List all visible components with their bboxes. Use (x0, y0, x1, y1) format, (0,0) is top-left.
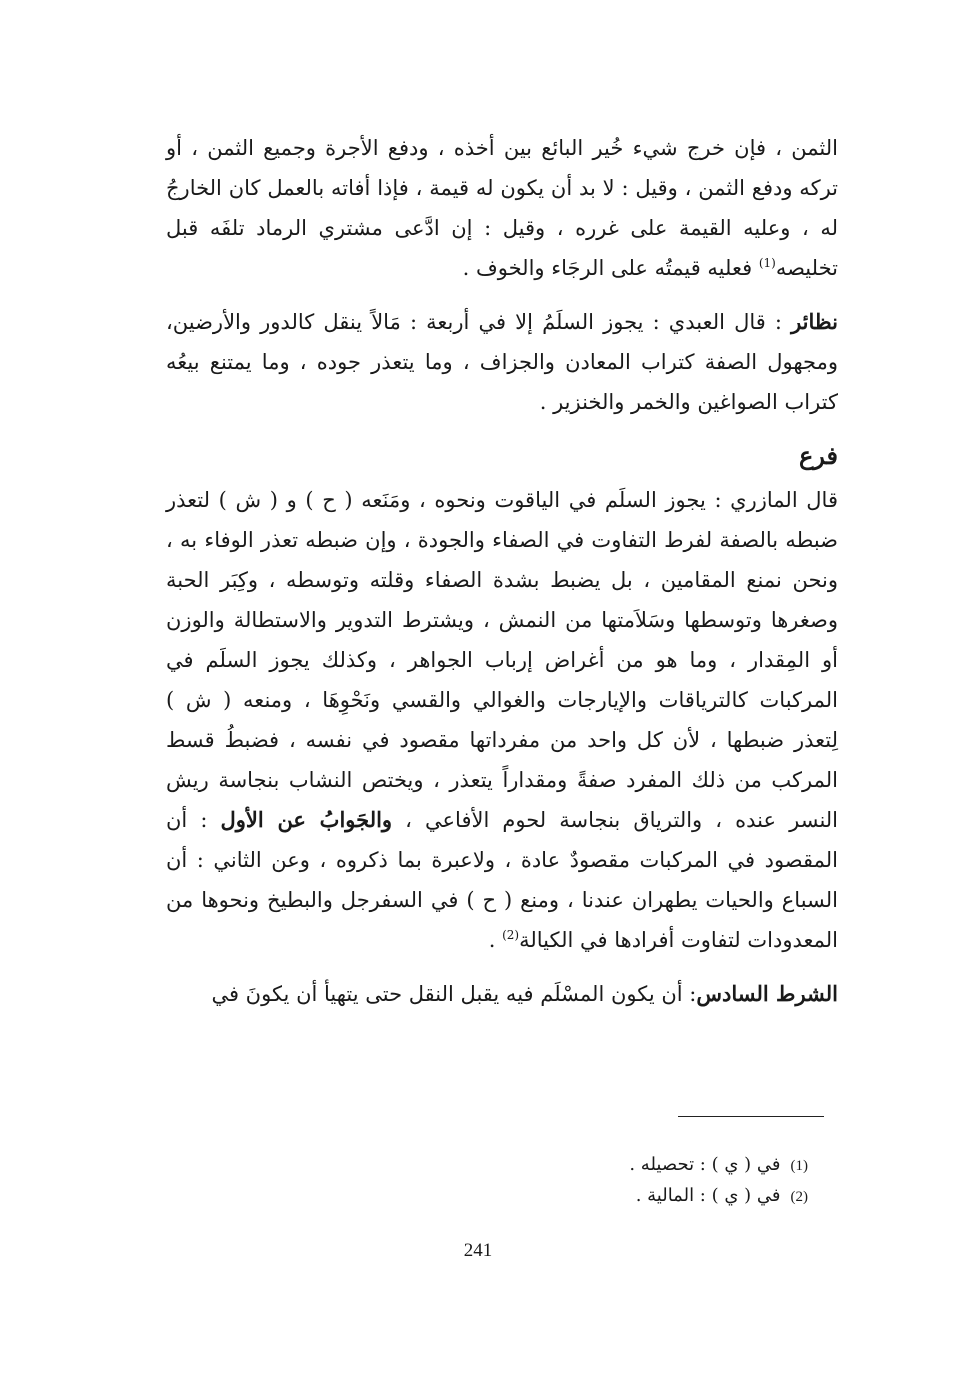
paragraph-3-text: قال المازري : يجوز السلَم في الياقوت ونحوه ، ومَنَعه ( ح ) و ( ش ) لتعذر ضبطه بالصفة لفرط التفاوت في الصفاء والجودة ، وإن ضبطه تعذر الوفاء به ، ونحن نمنع المقامين ، بل يضبط بشدة الصفاء وقلته وتوسطه ، وكِبَر الحبة وصغرها وتوسطها وسَلاَمتها من النمش ، ويشترط التدوير والاستطالة والوزن أو المِقدار ، وما هو من أغراض إرباب الجواهر ، وكذلك يجوز السلَم في المركبات كالترياقات والإيارجات والغوالي والقسي ونَحْوِهَا ، ومنعه ( ش ) لِتعذر ضبطها ، لأن كل واحد من مفرداتها مقصود في نفسه ، فضبطُ قسط المركب من ذلك المفرد صفةً ومقداراً يتعذر ، ويختص النشاب بنجاسة ريش النسر عنده ، والترياق بنجاسة لحوم الأفاعي ، (166, 488, 839, 832)
paragraph-1-text: الثمن ، فإن خرج شيء خُير البائع بين أخذه ، ودفع الأجرة وجميع الثمن ، أو تركه ودفع الثمن ، وقيل : لا بد أن يكون له قيمة ، فإذا أفاته بالعمل كان الخارجُ له ، وعليه القيمة على غرره ، وقيل : إن ادَّعى مشتري الرماد تلفَه قبل تخليصه (166, 136, 838, 280)
paragraph-3-continuation: : أن المقصود في المركبات مقصودٌ عادة ، ولاعبرة بما ذكروه ، وعن الثاني : أن السباع والحيات يطهران عندنا ، ومنع ( ح ) في السفرجل والبطيخ ونحوها من المعدودات لتفاوت أفرادها في الكيالة (166, 808, 838, 952)
footnote-1 (408, 1150, 808, 1181)
condition-paragraph (166, 974, 838, 1014)
paragraph-1 (166, 128, 838, 288)
paragraph-3-end: . (488, 928, 503, 952)
section-heading: فرع (798, 441, 838, 470)
footnote-number: (2) (790, 1189, 808, 1205)
paragraph-1-end: فعليه قيمتُه على الرجَاء والخوف . (462, 256, 759, 280)
nazair-label: نظائر (791, 309, 838, 334)
condition-label: الشرط السادس (696, 981, 838, 1006)
nazair-text: : قال العبدي : يجوز السلَمُ إلا في أربعة : مَالاً ينقل كالدور والأرضين، ومجهول الصفة كتراب المعادن والجزاف ، وما يتعذر جوده ، وما يمتنع بيعُه كتراب الصواغين والخمر والخنزير . (166, 310, 838, 414)
footnote-ref-1: (1) (758, 256, 776, 270)
page-number: 241 (463, 1240, 493, 1261)
footnote-number: (1) (790, 1158, 808, 1174)
footnote-divider (678, 1116, 824, 1117)
footnote-2 (408, 1181, 808, 1212)
answer-label: والجَوابُ عن الأول (220, 807, 393, 832)
paragraph-3 (166, 480, 838, 960)
condition-text: : أن يكون المسْلَم فيه يقبل النقل حتى يتهيأ أن يكونَ في (211, 982, 697, 1006)
nazair-paragraph (166, 302, 838, 422)
footnote-text: في ( ي ) : المالية . (635, 1185, 781, 1206)
footnotes (408, 1150, 808, 1212)
main-text (166, 128, 838, 1014)
footnote-ref-2: (2) (502, 928, 520, 942)
footnote-text: في ( ي ) : تحصيله . (629, 1154, 781, 1175)
